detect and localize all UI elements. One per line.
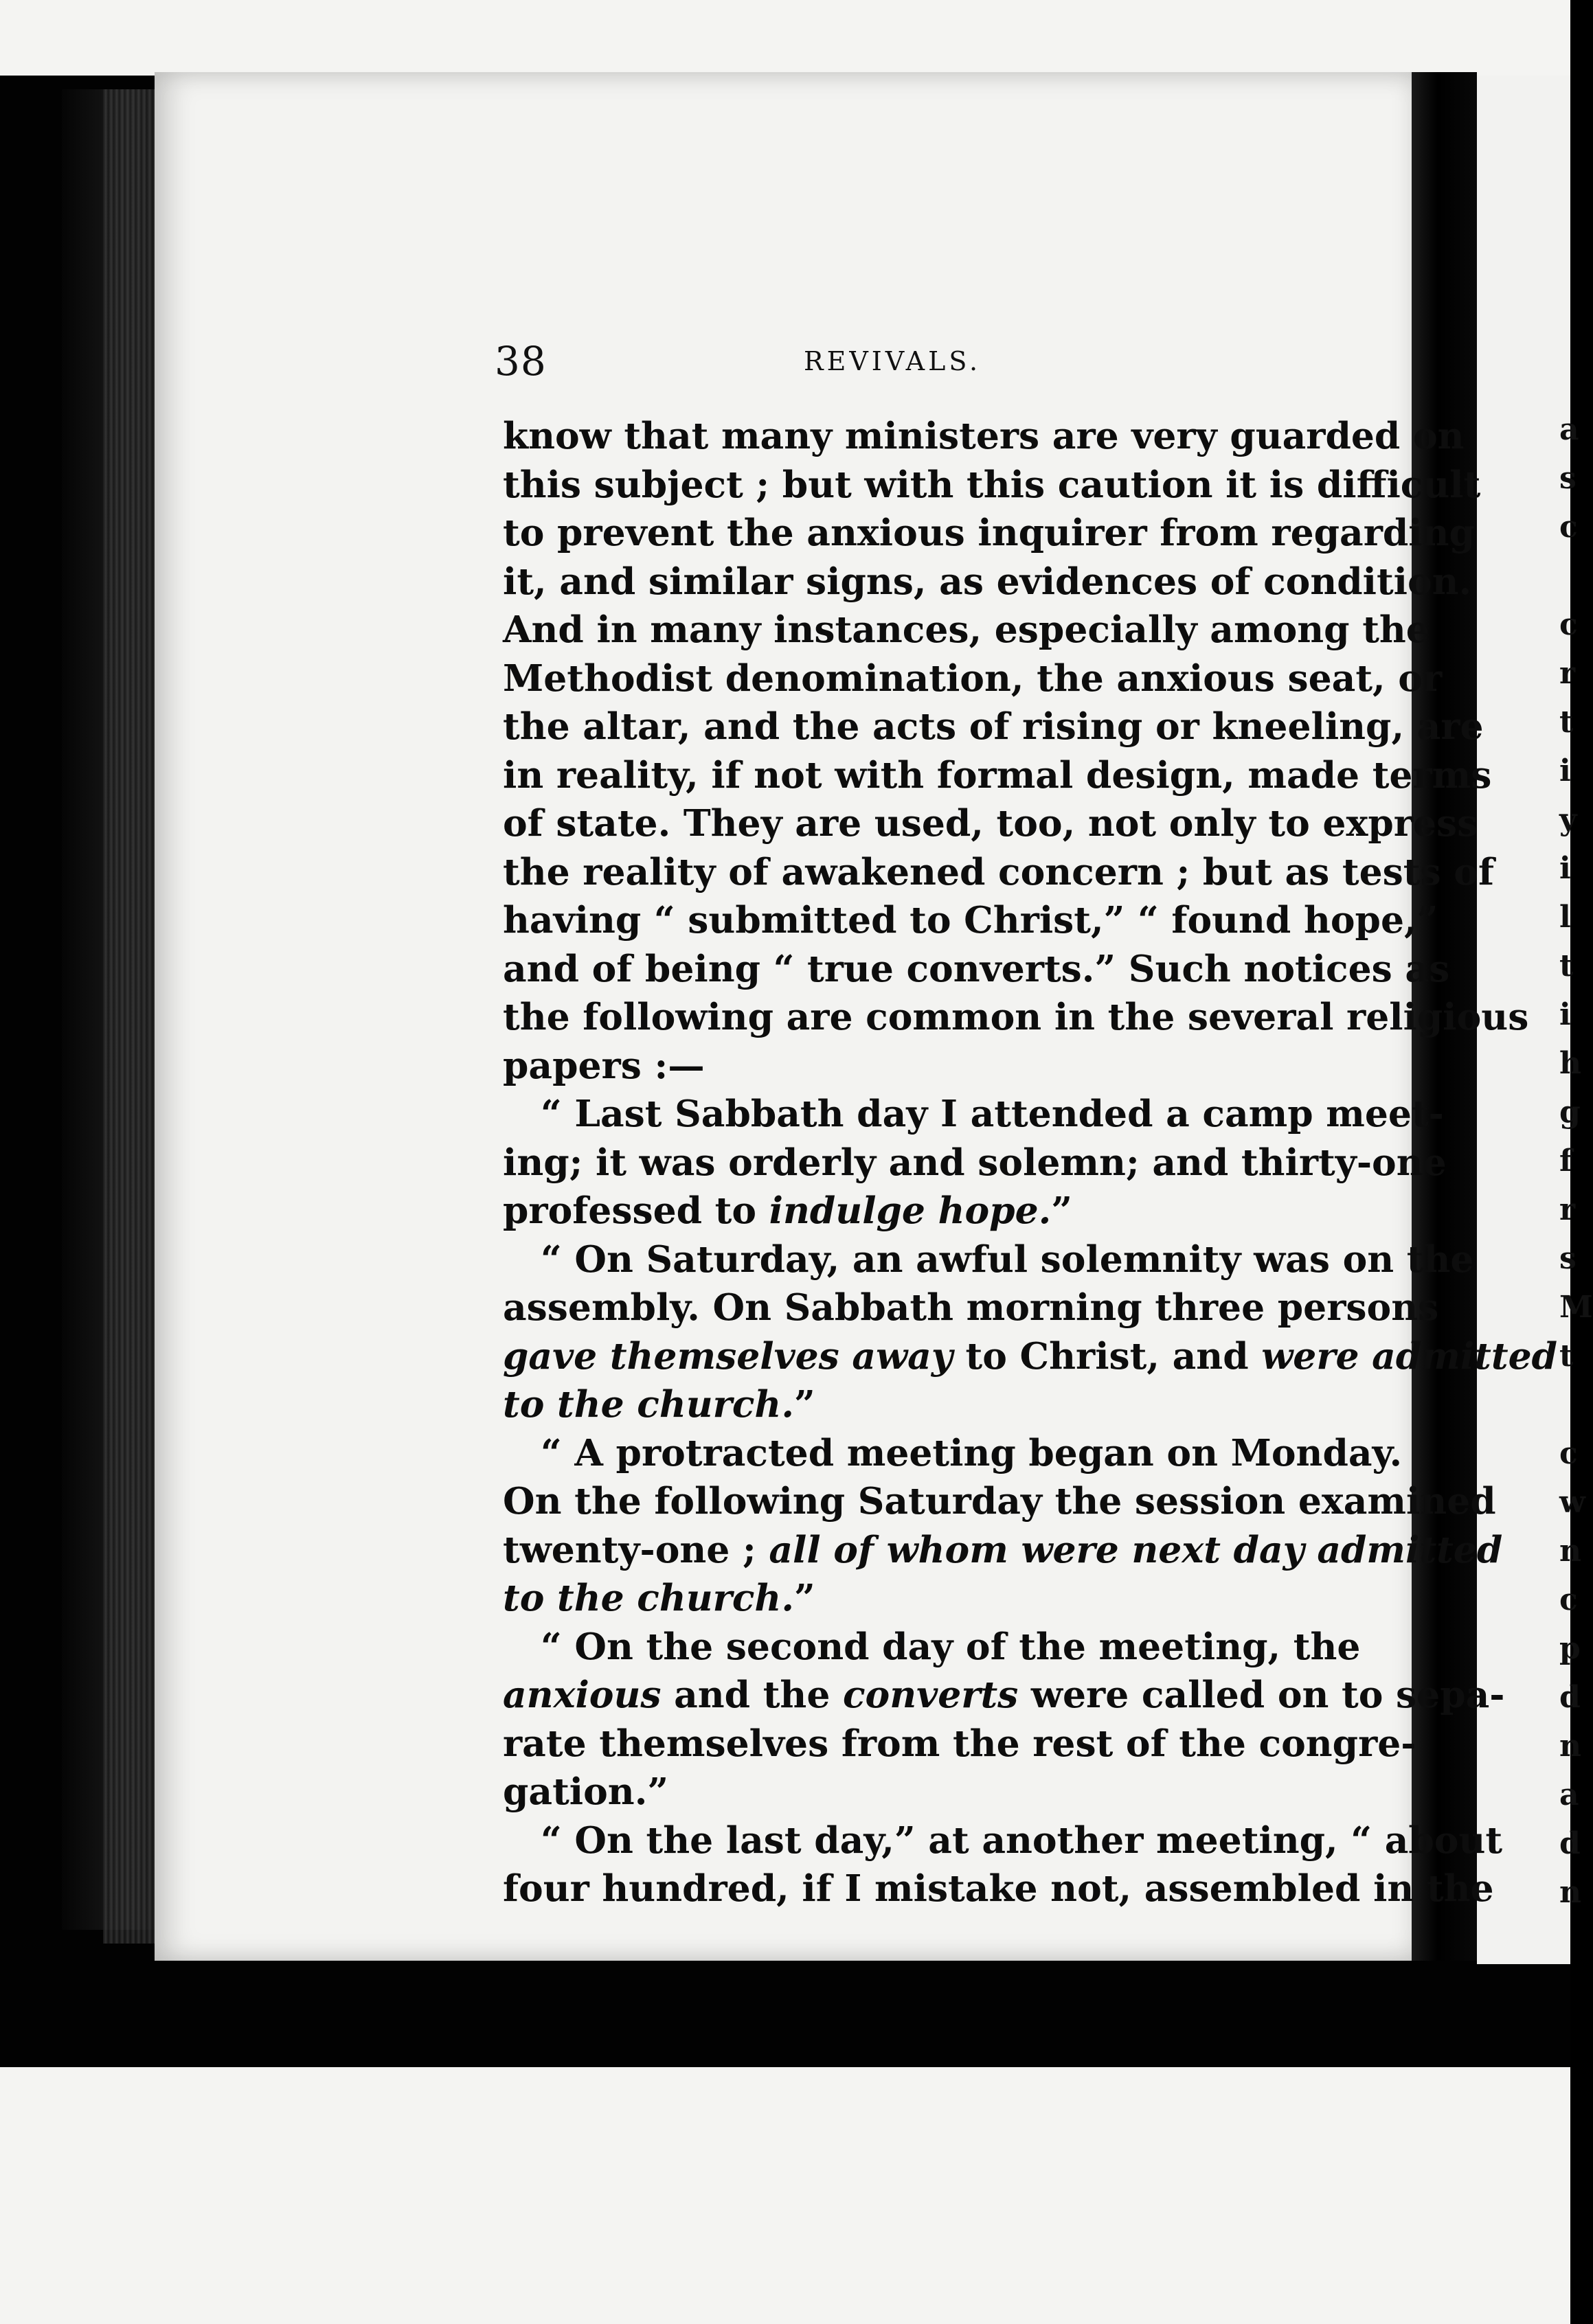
text-line <box>503 896 1438 945</box>
body-text <box>503 412 1558 1913</box>
text-line <box>503 1574 1326 1623</box>
text-run: to Christ, and <box>952 1334 1262 1378</box>
facing-page-text: a s c c r t i y i l t i h g f r s M t c w n c p d n a d n <box>1559 412 1593 1910</box>
text-line <box>503 1768 1326 1816</box>
text-line <box>503 703 1484 751</box>
text-line <box>503 606 1430 654</box>
text-run: assembly. On Sabbath morning three persons <box>503 1286 1439 1329</box>
text-line <box>503 461 1481 510</box>
italic-text: converts <box>842 1673 1019 1716</box>
text-line <box>503 1284 1439 1332</box>
text-run: of state. They are used, too, not only to express <box>503 801 1478 845</box>
text-line <box>503 558 1472 606</box>
text-line <box>503 751 1492 800</box>
page-header <box>495 338 1333 386</box>
text-run: and of being “ true converts.” Such notices as <box>503 946 1450 990</box>
text-line <box>503 945 1450 994</box>
text-line <box>503 1139 1447 1187</box>
italic-text: were admitted <box>1261 1334 1558 1378</box>
text-run: rate themselves from the rest of the congre- <box>503 1721 1416 1765</box>
text-line <box>503 1429 1403 1478</box>
page-number: 38 <box>495 338 547 385</box>
text-line <box>503 799 1478 848</box>
scan-top-margin <box>0 0 1570 76</box>
text-run: “ On Saturday, an awful solemnity was on the <box>541 1237 1474 1281</box>
text-run: “ On the last day,” at another meeting, “ about <box>541 1818 1503 1862</box>
text-line <box>503 1235 1474 1284</box>
text-run: the following are common in the several religious <box>503 995 1529 1038</box>
text-run: “ A protracted meeting began on Monday. <box>541 1431 1403 1474</box>
text-run: know that many ministers are very guarded on <box>503 414 1465 457</box>
italic-text: anxious <box>503 1673 662 1716</box>
text-run: in reality, if not with formal design, made terms <box>503 753 1492 797</box>
text-run: to prevent the anxious inquirer from regarding <box>503 511 1475 554</box>
text-line <box>503 1816 1503 1865</box>
text-line <box>503 993 1529 1042</box>
running-head: REVIVALS. <box>804 346 982 376</box>
text-run: papers :— <box>503 1043 705 1087</box>
text-run: ” <box>793 1382 815 1426</box>
text-line <box>503 654 1443 703</box>
page-stack-edge <box>103 89 161 1944</box>
scan-bottom-margin <box>0 2067 1570 2324</box>
text-run: twenty-one ; <box>503 1527 769 1571</box>
text-run: the altar, and the acts of rising or kneeling, are <box>503 705 1484 748</box>
italic-text: all of whom were next day admitted <box>769 1527 1503 1571</box>
text-run: On the following Saturday the session examined <box>503 1479 1496 1523</box>
text-run: ” <box>1051 1189 1073 1232</box>
italic-text: indulge hope. <box>769 1189 1052 1232</box>
text-line <box>503 1332 1558 1381</box>
text-line <box>503 1477 1496 1526</box>
text-line <box>503 1671 1505 1720</box>
text-line <box>503 412 1465 461</box>
text-run: and the <box>661 1673 843 1716</box>
text-line <box>503 1380 1326 1429</box>
text-run: it, and similar signs, as evidences of condition. <box>503 559 1472 603</box>
text-line <box>503 1042 1326 1091</box>
text-run: having “ submitted to Christ,” “ found hope,” <box>503 898 1438 942</box>
text-run: “ Last Sabbath day I attended a camp meet- <box>541 1092 1444 1135</box>
text-line <box>503 1720 1416 1768</box>
text-run: And in many instances, especially among the <box>503 608 1430 651</box>
text-run: this subject ; but with this caution it is difficult <box>503 462 1481 506</box>
text-line <box>503 1090 1444 1139</box>
text-run: ing; it was orderly and solemn; and thirty-one <box>503 1140 1447 1184</box>
text-run: were called on to sepa- <box>1018 1673 1505 1716</box>
italic-text: to the church. <box>503 1382 794 1426</box>
text-run: the reality of awakened concern ; but as tests of <box>503 850 1494 893</box>
text-run: professed to <box>503 1189 769 1232</box>
text-line <box>503 848 1494 897</box>
text-line <box>503 1865 1494 1913</box>
text-run: ” <box>793 1576 815 1619</box>
italic-text: gave themselves away <box>503 1334 953 1378</box>
text-run: “ On the second day of the meeting, the <box>541 1624 1361 1668</box>
text-run: Methodist denomination, the anxious seat, or <box>503 656 1443 700</box>
text-line <box>503 1187 1326 1235</box>
text-line <box>503 1526 1503 1575</box>
text-line <box>503 509 1475 558</box>
text-line <box>503 1623 1361 1672</box>
text-run: four hundred, if I mistake not, assembled in the <box>503 1867 1494 1910</box>
text-run: gation.” <box>503 1770 669 1813</box>
italic-text: to the church. <box>503 1576 794 1619</box>
